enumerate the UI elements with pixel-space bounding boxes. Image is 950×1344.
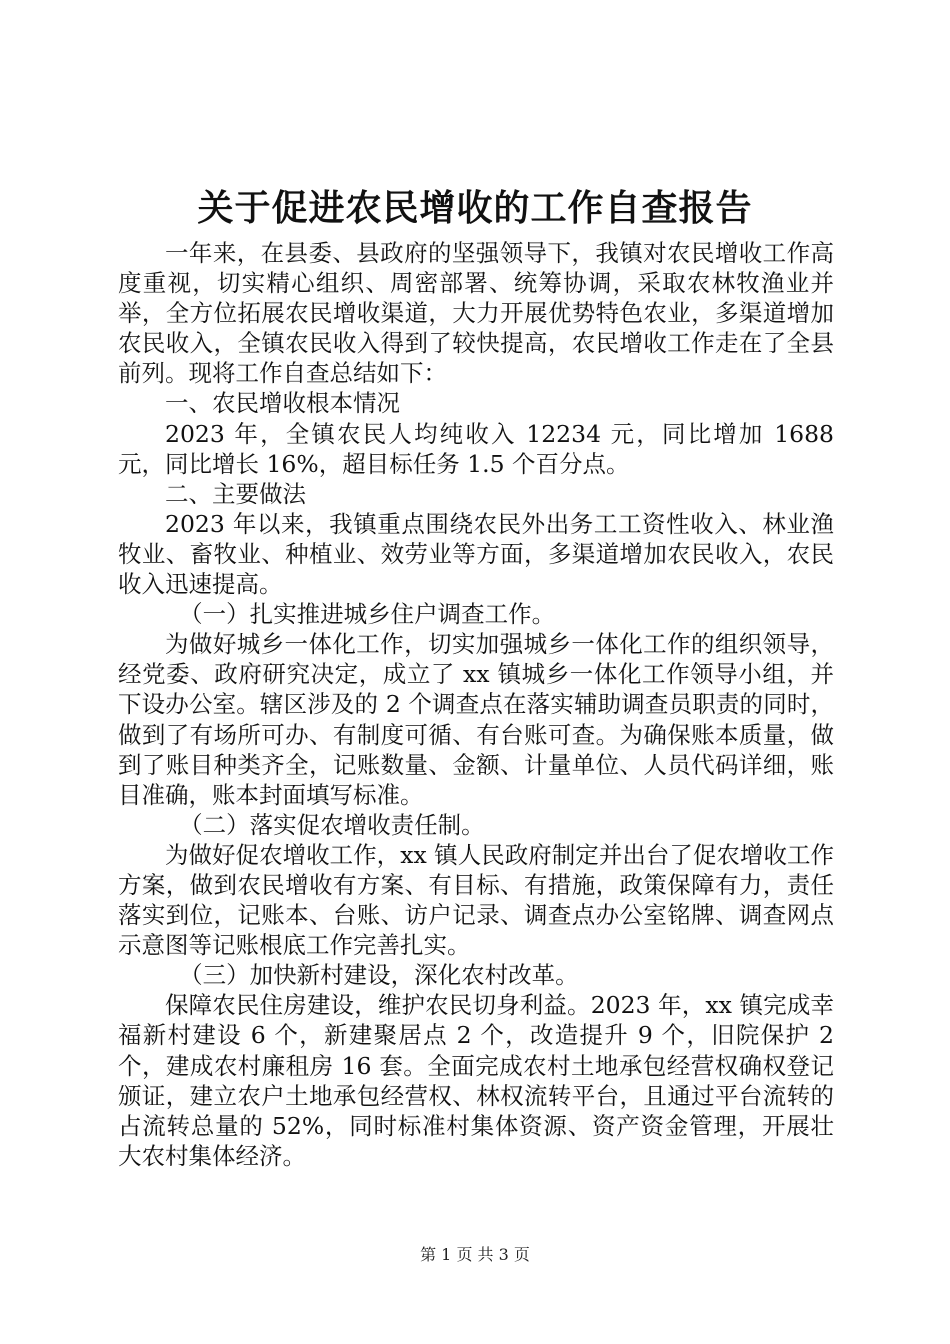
paragraph-new-village: 保障农民住房建设，维护农民切身利益。2023 年，xx 镇完成幸福新村建设 6 个，新建聚居点 2 个，改造提升 9 个，旧院保护 2 个，建成农村廉租房 16 套。全面完成农村土地承包经营权确权登记颁证，建立农户土地承包经营权、林权流转平台，且通过平台流转的占流转总量的 52%，同时标准村集体资源、资产资金管理，开展壮大农村集体经济。: [118, 991, 834, 1170]
subheading-new-village: （三）加快新村建设，深化农村改革。: [179, 961, 579, 990]
document-title: 关于促进农民增收的工作自查报告: [197, 187, 753, 229]
paragraph-income-figures: 2023 年，全镇农民人均纯收入 12234 元，同比增加 1688 元，同比增长 16%，超目标任务 1.5 个百分点。: [118, 419, 834, 478]
paragraph-intro: 一年来，在县委、县政府的坚强领导下，我镇对农民增收工作高度重视，切实精心组织、周密部署、统筹协调，采取农林牧渔业并举，全方位拓展农民增收渠道，大力开展优势特色农业，多渠道增加农民收入，全镇农民收入得到了较快提高，农民增收工作走在了全县前列。现将工作自查总结如下：: [118, 239, 834, 388]
paragraph-practices-overview: 2023 年以来，我镇重点围绕农民外出务工工资性收入、林业渔牧业、畜牧业、种植业、效劳业等方面，多渠道增加农民收入，农民收入迅速提高。: [118, 509, 834, 599]
section-heading-basic-situation: 一、农民增收根本情况: [165, 389, 400, 418]
subheading-household-survey: （一）扎实推进城乡住户调查工作。: [179, 600, 556, 629]
paragraph-responsibility-system: 为做好促农增收工作，xx 镇人民政府制定并出台了促农增收工作方案，做到农民增收有方案、有目标、有措施，政策保障有力，责任落实到位，记账本、台账、访户记录、调查点办公室铭牌、调查网点示意图等记账根底工作完善扎实。: [118, 840, 834, 960]
section-heading-main-practices: 二、主要做法: [165, 479, 306, 508]
document-body: [118, 238, 834, 1171]
paragraph-household-survey: 为做好城乡一体化工作，切实加强城乡一体化工作的组织领导，经党委、政府研究决定，成立了 xx 镇城乡一体化工作领导小组，并下设办公室。辖区涉及的 2 个调查点在落实辅助调查员职责的同时，做到了有场所可办、有制度可循、有台账可查。为确保账本质量，做到了账目种类齐全，记账数量、金额、计量单位、人员代码详细，账目准确，账本封面填写标准。: [118, 630, 834, 809]
subheading-responsibility-system: （二）落实促农增收责任制。: [179, 810, 485, 839]
page-footer: 第 1 页 共 3 页: [420, 1245, 530, 1264]
